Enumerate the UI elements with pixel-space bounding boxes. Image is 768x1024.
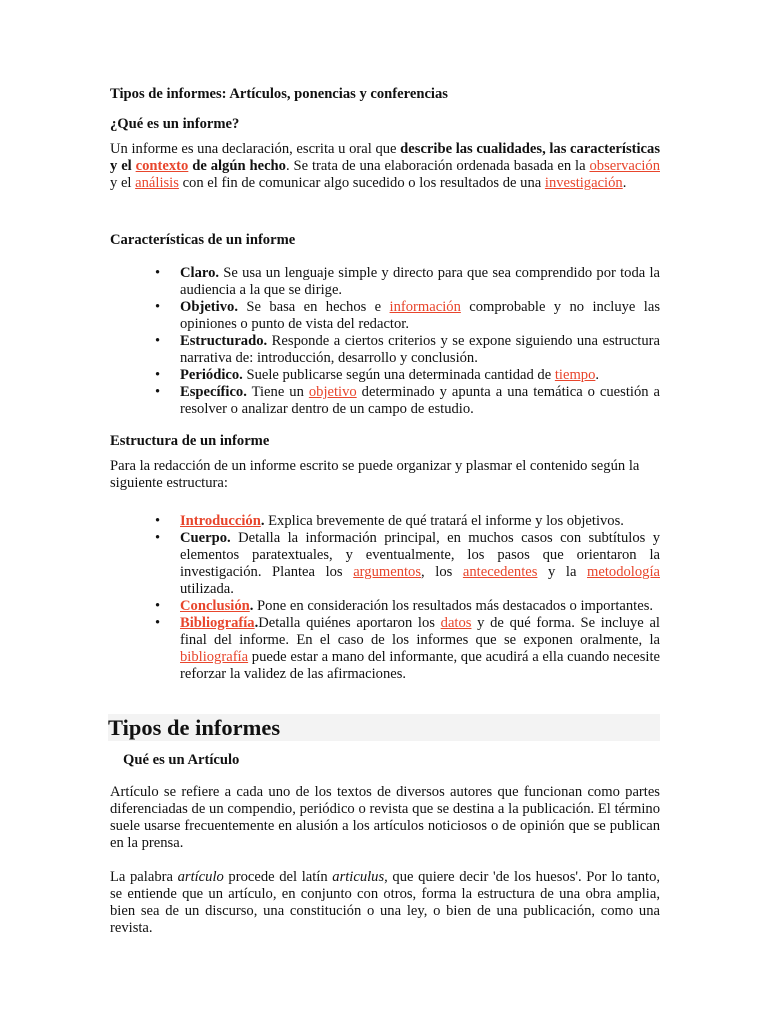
articulo-paragraph-2: La palabra artículo procede del latín articulus, que quiere decir 'de los huesos'. Por lo tanto, se entiende que un artículo, en conjunto con otros, forma la estructura de una obra amplia, bien sea de un discurso, una constitución o una ley, o bien de una publicación, como una revista. — [110, 869, 661, 936]
heading-que-es-informe: ¿Qué es un informe? — [110, 116, 240, 132]
articulo-paragraph-1: Artículo se refiere a cada uno de los textos de diversos autores que funcionan como partes diferenciadas de un compendio, periódico o revista que se destina a la publicación. El término suele usarse frecuentemente en alusión a los artículos noticiosos o de opinión que se publican en la prensa. — [110, 784, 660, 851]
section-heading-tipos: Tipos de informes — [108, 714, 660, 741]
link-observacion[interactable]: observación — [589, 158, 660, 174]
estructura-intro: Para la redacción de un informe escrito se puede organizar y plasmar el contenido según la siguiente estructura: — [110, 458, 640, 491]
bullet-icon: • — [155, 513, 161, 529]
list-item: • Específico. Tiene un objetivo determinado y apunta a una temática o cuestión a resolver o analizar dentro de un campo de estudio. — [155, 384, 660, 417]
heading-estructura: Estructura de un informe — [110, 433, 270, 449]
link-bibliografia-term[interactable]: Bibliografía — [180, 615, 255, 631]
link-conclusion[interactable]: Conclusión — [180, 598, 250, 614]
heading-caracteristicas: Características de un informe — [110, 232, 296, 248]
link-datos[interactable]: datos — [440, 615, 472, 631]
link-tiempo[interactable]: tiempo — [554, 367, 596, 383]
link-metodologia[interactable]: metodología — [587, 564, 660, 580]
link-informacion[interactable]: información — [389, 299, 461, 315]
estructura-list — [110, 513, 660, 683]
list-item: • Cuerpo. Detalla la información principal, en muchos casos con subtítulos y elementos paratextuales, y eventualmente, los pasos que orientaron la investigación. Plantea los argumentos, los antecedentes y la metodología utilizada. — [155, 530, 660, 597]
link-analisis[interactable]: análisis — [135, 175, 179, 191]
list-item: • Periódico. Suele publicarse según una determinada cantidad de tiempo. — [155, 367, 600, 383]
link-contexto[interactable]: contexto — [135, 158, 189, 174]
bullet-icon: • — [155, 530, 161, 546]
link-argumentos[interactable]: argumentos — [353, 564, 422, 580]
link-introduccion[interactable]: Introducción — [180, 513, 261, 529]
bullet-icon: • — [155, 598, 161, 614]
list-item: • Introducción. Explica brevemente de qué tratará el informe y los objetivos. — [155, 513, 624, 529]
bullet-icon: • — [155, 384, 161, 400]
list-item: • Estructurado. Responde a ciertos criterios y se expone siguiendo una estructura narrativa de: introducción, desarrollo y conclusión. — [155, 333, 660, 366]
bullet-icon: • — [155, 299, 161, 315]
list-item: • Conclusión. Pone en consideración los resultados más destacados o importantes. — [155, 598, 654, 614]
list-item: • Bibliografía.Detalla quiénes aportaron los datos y de qué forma. Se incluye al final del informe. En el caso de los informes que se exponen oralmente, la bibliografía puede estar a mano del informante, que acudirá a ella cuando necesite reforzar la validez de las afirmaciones. — [155, 615, 660, 682]
heading-articulo: Qué es un Artículo — [123, 752, 240, 768]
document-title: Tipos de informes: Artículos, ponencias y conferencias — [110, 86, 448, 102]
list-item: • Claro. Se usa un lenguaje simple y directo para que sea comprendido por toda la audiencia a la que se dirige. — [155, 265, 660, 298]
bullet-icon: • — [155, 265, 161, 281]
link-bibliografia[interactable]: bibliografía — [180, 649, 249, 665]
bullet-icon: • — [155, 367, 161, 383]
bullet-icon: • — [155, 333, 161, 349]
link-antecedentes[interactable]: antecedentes — [462, 564, 538, 580]
caracteristicas-list — [110, 265, 660, 418]
bullet-icon: • — [155, 615, 161, 631]
intro-paragraph: Un informe es una declaración, escrita u oral que describe las cualidades, las características y el contexto de algún hecho. Se trata de una elaboración ordenada basada en la observación y el análisis con el fin de comunicar algo sucedido o los resultados de una investigación. — [110, 141, 660, 191]
list-item: • Objetivo. Se basa en hechos e información comprobable y no incluye las opiniones o punto de vista del redactor. — [155, 299, 660, 332]
link-objetivo[interactable]: objetivo — [308, 384, 357, 400]
link-investigacion[interactable]: investigación — [544, 175, 623, 191]
